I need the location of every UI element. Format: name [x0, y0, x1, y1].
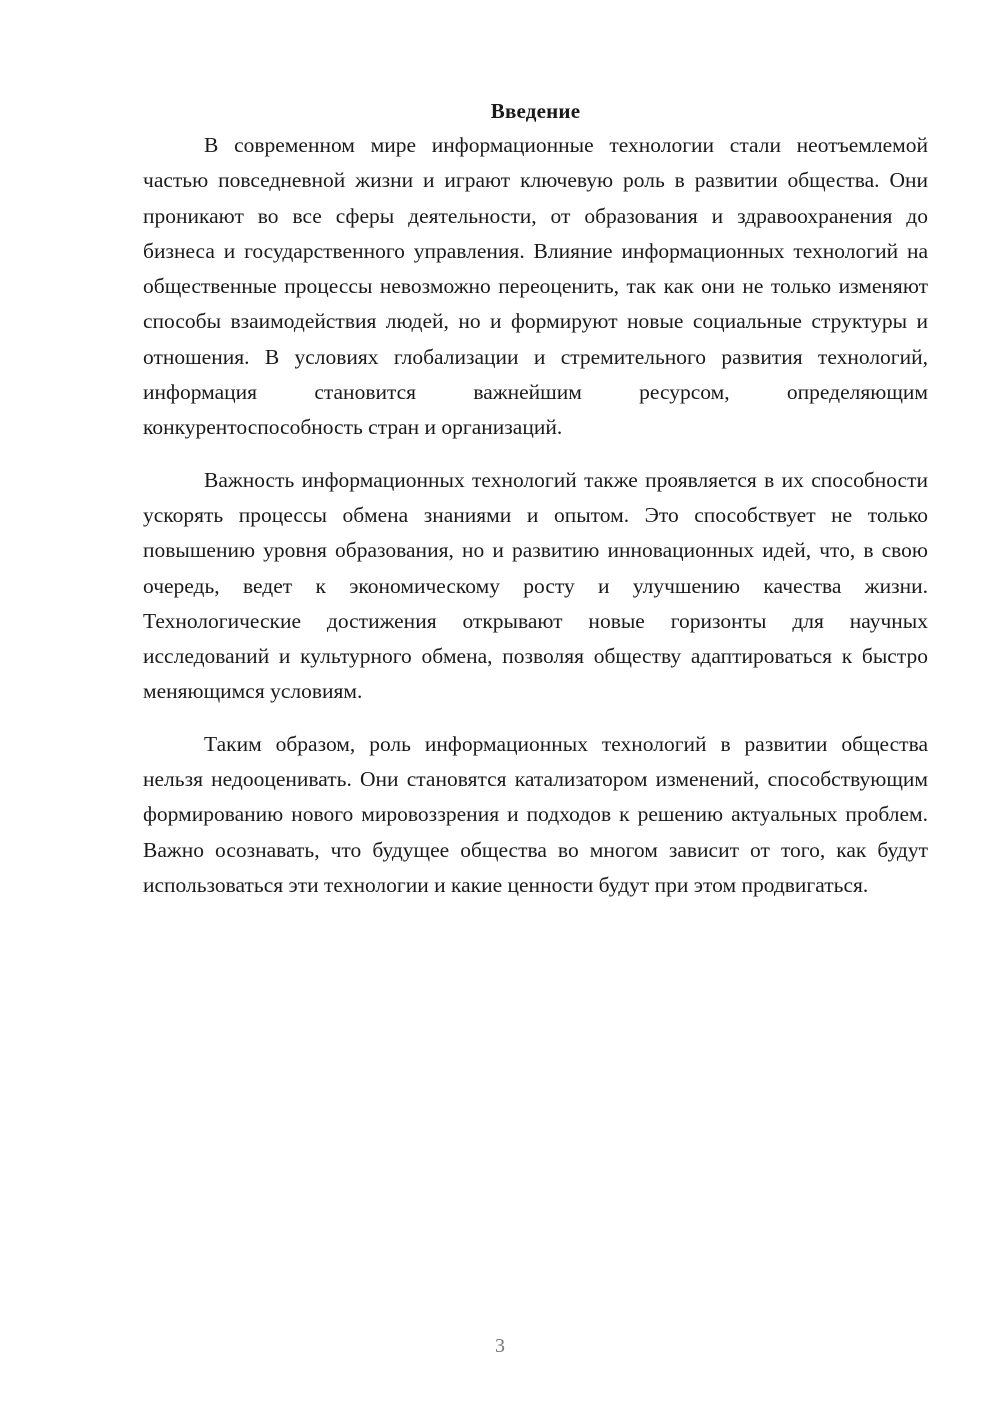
section-heading: Введение [490, 99, 581, 123]
page-number: 3 [495, 1335, 505, 1357]
page-content [143, 96, 928, 920]
paragraph-1: В современном мире информационные технологии стали неотъемлемой частью повседневной жизни и играют ключевую роль в развитии общества. Они проникают во все сферы деятельности, от образования и здравоохранения до бизнеса и государственного управления. Влияние информационных технологий на общественные процессы невозможно переоценить, так как они не только изменяют способы взаимодействия людей, но и формируют новые социальные структуры и отношения. В условиях глобализации и стремительного развития технологий, информация становится важнейшим ресурсом, определяющим конкурентоспособность стран и организаций. [143, 133, 928, 440]
paragraph-3: Таким образом, роль информационных технологий в развитии общества нельзя недооценивать. Они становятся катализатором изменений, способствующим формированию нового мировоззрения и подходов к решению актуальных проблем. Важно осознавать, что будущее общества во многом зависит от того, как будут использоваться эти технологии и какие ценности будут при этом продвигаться. [143, 731, 928, 897]
paragraph-2: Важность информационных технологий также проявляется в их способности ускорять процессы обмена знаниями и опытом. Это способствует не только повышению уровня образования, но и развитию инновационных идей, что, в свою очередь, ведет к экономическому росту и улучшению качества жизни. Технологические достижения открывают новые горизонты для научных исследований и культурного обмена, позволяя обществу адаптироваться к быстро меняющимся условиям. [143, 467, 928, 704]
